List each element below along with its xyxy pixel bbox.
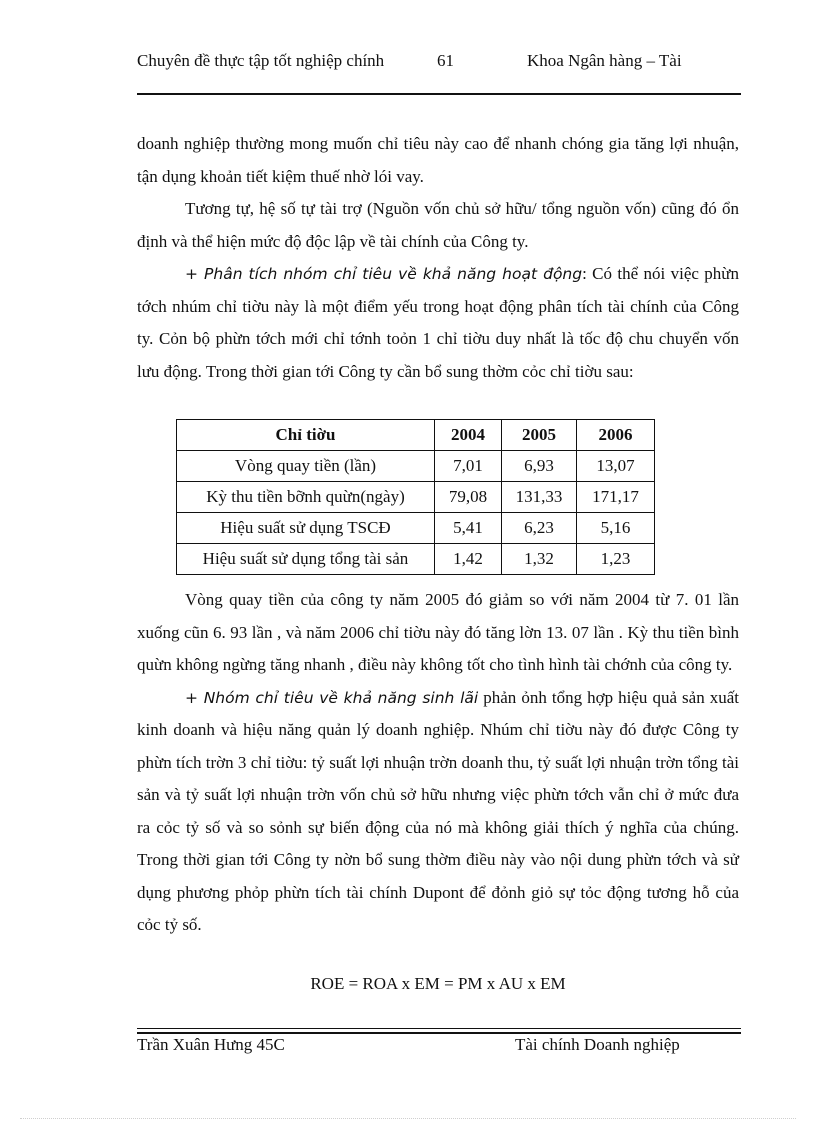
page-edge-dotted-line [20,1118,796,1119]
table-cell: 171,17 [577,482,655,513]
table-header-cell: 2006 [577,420,655,451]
dupont-formula: ROE = ROA x EM = PM x AU x EM [310,974,566,993]
table-header-cell: 2004 [435,420,502,451]
table-cell: 1,42 [435,544,502,575]
body-text-top [137,128,739,388]
table-row [177,513,655,544]
table-cell: 13,07 [577,451,655,482]
table-cell: Hiệu suất sử dụng TSCĐ [177,513,435,544]
paragraph-5-text: phản ỏnh tổng hợp hiệu quả sản xuất kinh doanh và hiệu năng quản lý doanh nghiệp. Nhúm chỉ tiờu này đó được Công ty phừn tích trờn 3 chỉ tiờu: tỷ suất lợi nhuận trờn doanh thu, tỷ suất lợi nhuận trờn tổng tài sản và tỷ suất lợi nhuận trờn vốn chủ sở hữu nhưng việc phừn tớch vẫn chỉ ở mức đưa ra cỏc tỷ số và so sỏnh sự biến động của nó mà không giải thích ý nghĩa của chúng. Trong thời gian tới Công ty nờn bổ sung thờm điều này vào nội dung phừn tớch và sử dụng phương phỏp phừn tích tài chính Dupont để đỏnh giỏ sự tỏc động tương hỗ của cỏc tỷ số. [137,687,739,934]
header-divider [137,93,741,95]
page-header [137,50,741,92]
table-row [177,451,655,482]
footer-subject: Tài chính Doanh nghiệp [515,1035,680,1054]
paragraph-3 [137,258,739,388]
table-header-cell: Chỉ tiờu [177,420,435,451]
footer-divider-thin [137,1028,741,1029]
table-cell: 6,93 [502,451,577,482]
table-row [177,482,655,513]
paragraph-1: doanh nghiệp thường mong muốn chỉ tiêu này cao để nhanh chóng gia tăng lợi nhuận, tận dụng khoản tiết kiệm thuế nhờ lói vay. [137,134,739,186]
paragraph-2: Tương tự, hệ số tự tài trợ (Nguồn vốn chủ sở hữu/ tổng nguồn vốn) cũng đó ổn định và thể hiện mức độ độc lập về tài chính của Công ty. [137,199,739,251]
footer-author: Trần Xuân Hưng 45C [137,1035,285,1054]
body-text-bottom [137,584,739,942]
table-header-cell: 2005 [502,420,577,451]
paragraph-3-heading: + Phân tích nhóm chỉ tiêu về khả năng hoạt động [185,265,583,283]
table-cell: 6,23 [502,513,577,544]
table-header-row [177,420,655,451]
table-cell: 131,33 [502,482,577,513]
header-title: Chuyên đề thực tập tốt nghiệp chính [137,51,385,70]
table-cell: Vòng quay tiền (lần) [177,451,435,482]
indicator-table [176,419,655,575]
table-cell: 1,23 [577,544,655,575]
header-department: Khoa Ngân hàng – Tài [527,51,682,70]
table-cell: 7,01 [435,451,502,482]
table-cell: 5,41 [435,513,502,544]
table-cell: 79,08 [435,482,502,513]
table-cell: Kỳ thu tiền bỡnh quừn(ngày) [177,482,435,513]
page-number: 61 [437,51,454,70]
paragraph-5 [137,682,739,942]
table-cell: Hiệu suất sử dụng tổng tài sản [177,544,435,575]
paragraph-3-text: : Có thể nói việc phừn tớch nhúm chỉ tiờu này là một điểm yếu trong hoạt động phân tích tài chính của Công ty. Cỏn bộ phừn tớch mới chỉ tớnh toỏn 1 chỉ tiờu duy nhất là tốc độ chu chuyển vốn lưu động. Trong thời gian tới Công ty cần bổ sung thờm cỏc chỉ tiờu sau: [137,264,739,381]
table-cell: 5,16 [577,513,655,544]
table-row [177,544,655,575]
table-cell: 1,32 [502,544,577,575]
paragraph-4: Vòng quay tiền của công ty năm 2005 đó giảm so với năm 2004 từ 7. 01 lần xuống cũn 6. 93 lần , và năm 2006 chỉ tiờu này đó tăng lờn 13. 07 lần . Kỳ thu tiền bình quừn không ngừng tăng nhanh , điều này không tốt cho tình hình tài chớnh của công ty. [137,590,739,674]
paragraph-5-heading: + Nhóm chỉ tiêu về khả năng sinh lãi [185,688,479,707]
